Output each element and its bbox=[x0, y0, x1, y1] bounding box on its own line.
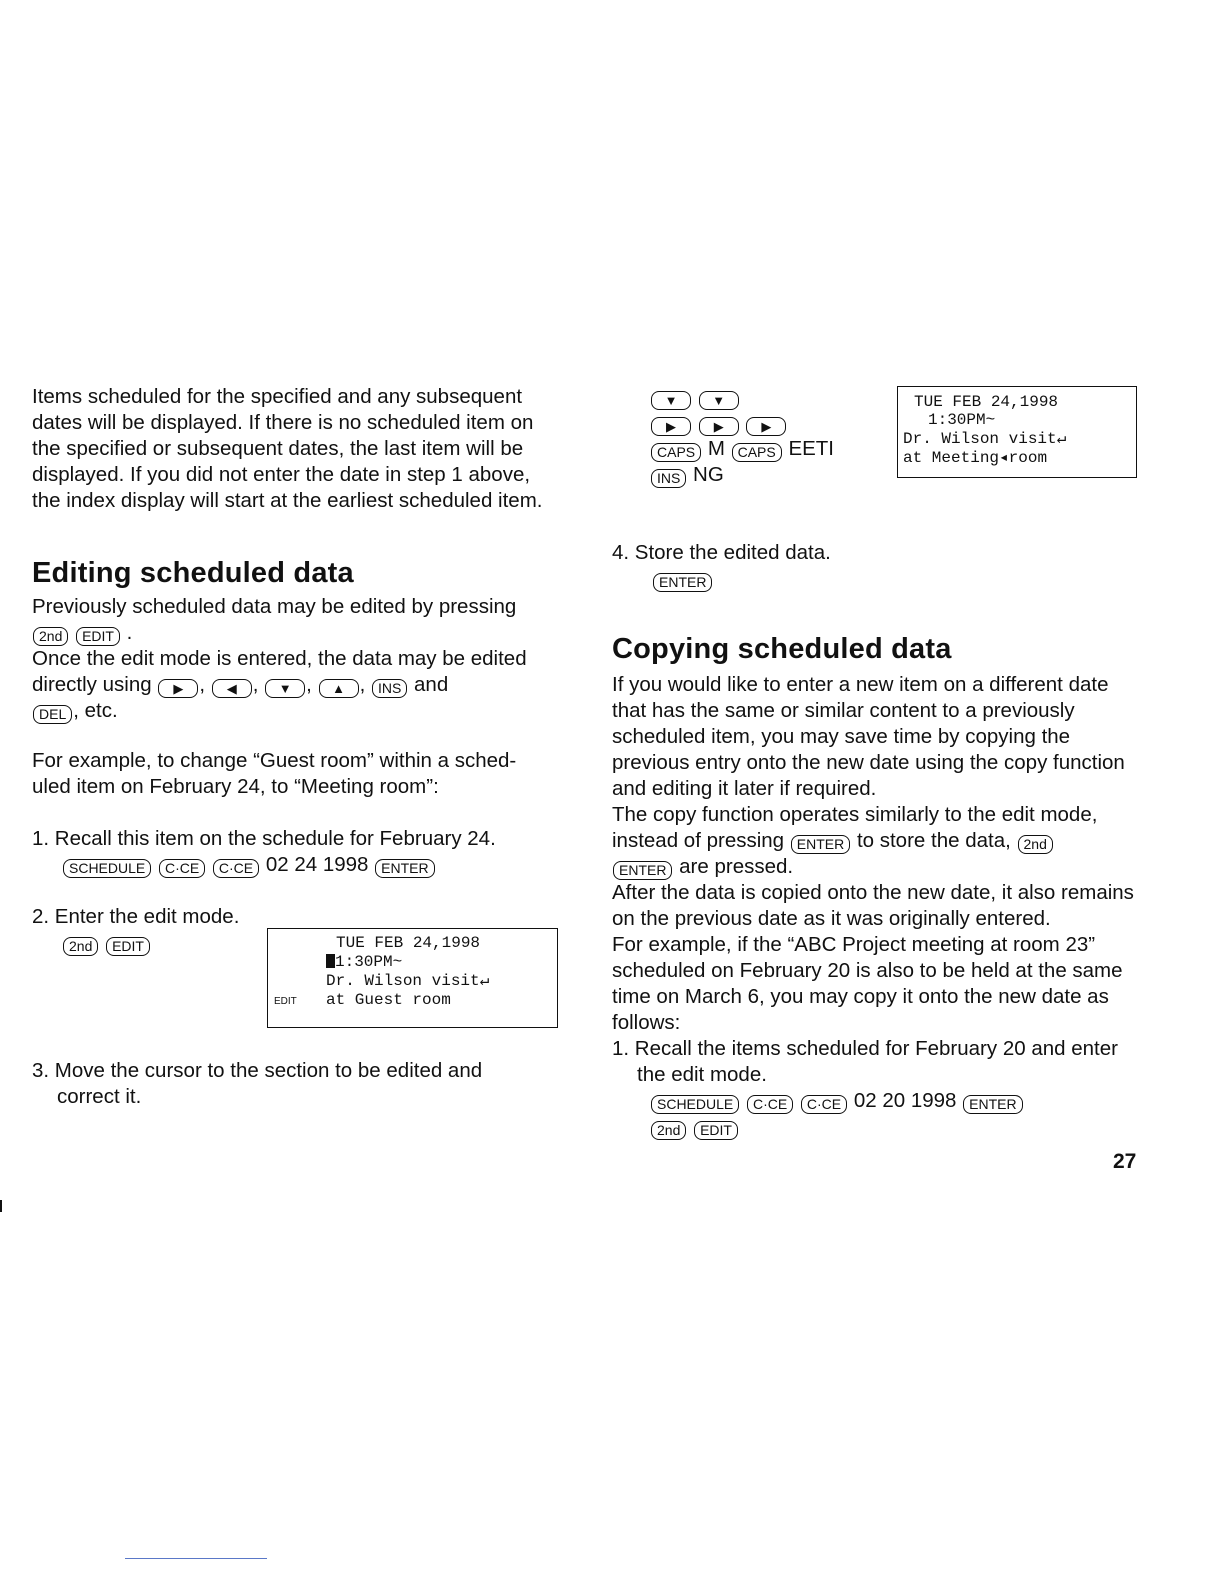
right-step-1-keys-2 bbox=[650, 1114, 739, 1140]
letters-ng: NG bbox=[693, 463, 724, 486]
right-arrow-icon: ▶ bbox=[746, 417, 786, 436]
step-1-digits: 02 24 1998 bbox=[265, 853, 369, 876]
directly-using-text: directly using bbox=[32, 673, 152, 696]
key-ins: INS bbox=[651, 469, 686, 488]
right-step-1-line-1: 1. Recall the items scheduled for February 20 and enter bbox=[612, 1037, 1118, 1060]
edit-para-1 bbox=[32, 594, 516, 620]
right-arrow-icon: ▶ bbox=[158, 679, 198, 698]
edit-para-1-text: Previously scheduled data may be edited by pressing bbox=[32, 595, 517, 618]
left-step-2-keys bbox=[62, 930, 151, 956]
key-cce: C·CE bbox=[213, 859, 259, 878]
key-caps: CAPS bbox=[651, 443, 701, 462]
lcd-screen-edited bbox=[897, 386, 1137, 478]
after-line-1: After the data is copied onto the new date, it also remains bbox=[612, 881, 1134, 904]
up-arrow-icon: ▲ bbox=[319, 679, 359, 698]
key-caps: CAPS bbox=[732, 443, 782, 462]
keys-row-3 bbox=[650, 436, 834, 462]
pressed-text: are pressed. bbox=[679, 855, 794, 878]
right-step-4: 4. Store the edited data. bbox=[612, 541, 831, 564]
right-arrow-icon: ▶ bbox=[699, 417, 739, 436]
keys-row-4 bbox=[650, 462, 724, 488]
lcd-line-2: 1:30PM~ bbox=[928, 411, 996, 429]
lcd-line-4: at Guest room bbox=[326, 991, 451, 1009]
right-step-1-line-2: the edit mode. bbox=[637, 1063, 767, 1086]
down-arrow-icon: ▼ bbox=[699, 391, 739, 410]
key-enter: ENTER bbox=[653, 573, 712, 592]
lcd-line-1: TUE FEB 24,1998 bbox=[336, 934, 481, 952]
lcd-line-1: TUE FEB 24,1998 bbox=[914, 393, 1059, 411]
instead-text: instead of pressing bbox=[612, 829, 785, 852]
key-enter: ENTER bbox=[375, 859, 434, 878]
key-cce: C·CE bbox=[747, 1095, 793, 1114]
left-step-3-line-1: 3. Move the cursor to the section to be edited and bbox=[32, 1059, 483, 1082]
copy-line-3: scheduled item, you may save time by copying the bbox=[612, 725, 1071, 748]
after-line-5: time on March 6, you may copy it onto the new date as bbox=[612, 985, 1109, 1008]
lcd-line-3: Dr. Wilson visit↵ bbox=[903, 430, 1067, 448]
intro-line-2: dates will be displayed. If there is no scheduled item on bbox=[32, 411, 534, 434]
copying-heading: Copying scheduled data bbox=[612, 633, 952, 665]
right-step-4-keys bbox=[652, 566, 713, 592]
intro-line-3: the specified or subsequent dates, the last item will be bbox=[32, 437, 524, 460]
edit-para-2-line-3 bbox=[32, 698, 118, 724]
lcd-line-2-text: 1:30PM~ bbox=[335, 953, 403, 971]
left-step-1: 1. Recall this item on the schedule for February 24. bbox=[32, 827, 496, 850]
right-arrow-icon: ▶ bbox=[651, 417, 691, 436]
copy-line-6: The copy function operates similarly to the edit mode, bbox=[612, 803, 1098, 826]
after-line-4: scheduled on February 20 is also to be held at the same bbox=[612, 959, 1123, 982]
example-line-2: uled item on February 24, to “Meeting room”: bbox=[32, 775, 439, 798]
key-schedule: SCHEDULE bbox=[651, 1095, 739, 1114]
key-2nd: 2nd bbox=[33, 627, 68, 646]
cursor-block-icon bbox=[326, 954, 335, 968]
lcd-screen-edit bbox=[267, 928, 558, 1028]
etc-text: , etc. bbox=[73, 699, 118, 722]
key-2nd: 2nd bbox=[651, 1121, 686, 1140]
left-arrow-icon: ◀ bbox=[212, 679, 252, 698]
edit-mode-indicator: EDIT bbox=[274, 996, 297, 1007]
copy-line-2: that has the same or similar content to a previously bbox=[612, 699, 1075, 722]
key-2nd: 2nd bbox=[63, 937, 98, 956]
intro-line-4: displayed. If you did not enter the date in step 1 above, bbox=[32, 463, 531, 486]
letters-eeti: EETI bbox=[788, 437, 835, 460]
key-enter: ENTER bbox=[613, 861, 672, 880]
after-line-6: follows: bbox=[612, 1011, 681, 1034]
key-enter: ENTER bbox=[791, 835, 850, 854]
page-number: 27 bbox=[1113, 1150, 1137, 1173]
down-arrow-icon: ▼ bbox=[651, 391, 691, 410]
copy-line-4: previous entry onto the new date using the copy function bbox=[612, 751, 1125, 774]
copy-line-8 bbox=[612, 854, 793, 880]
intro-line-5: the index display will start at the earliest scheduled item. bbox=[32, 489, 543, 512]
intro-line-1: Items scheduled for the specified and any subsequent bbox=[32, 385, 523, 408]
letter-m: M bbox=[707, 437, 725, 460]
copy-line-7 bbox=[612, 828, 1054, 854]
key-del: DEL bbox=[33, 705, 72, 724]
lcd-line-4: at Meeting◂room bbox=[903, 449, 1048, 467]
copy-line-5: and editing it later if required. bbox=[612, 777, 877, 800]
lcd-line-2 bbox=[326, 953, 402, 971]
keys-row-2 bbox=[650, 410, 787, 436]
key-cce: C·CE bbox=[159, 859, 205, 878]
key-ins: INS bbox=[372, 679, 407, 698]
example-line-1: For example, to change “Guest room” within a sched- bbox=[32, 749, 517, 772]
key-edit: EDIT bbox=[694, 1121, 738, 1140]
key-cce: C·CE bbox=[801, 1095, 847, 1114]
key-2nd: 2nd bbox=[1018, 835, 1053, 854]
copy-line-1: If you would like to enter a new item on a different date bbox=[612, 673, 1109, 696]
down-arrow-icon: ▼ bbox=[265, 679, 305, 698]
footer-rule bbox=[125, 1558, 267, 1559]
left-step-2: 2. Enter the edit mode. bbox=[32, 905, 240, 928]
key-edit: EDIT bbox=[76, 627, 120, 646]
keys-row-1 bbox=[650, 384, 740, 410]
and-text: and bbox=[414, 673, 449, 696]
after-line-2: on the previous date as it was originally entered. bbox=[612, 907, 1051, 930]
after-line-3: For example, if the “ABC Project meeting at room 23” bbox=[612, 933, 1096, 956]
edit-para-1-keys: 2nd EDIT . bbox=[32, 620, 132, 646]
right-step-1-keys-1 bbox=[650, 1088, 1024, 1114]
edit-para-2-line-2: directly using ▶ , ◀ , ▼ , ▲ , INS and bbox=[32, 673, 449, 696]
editing-heading: Editing scheduled data bbox=[32, 557, 354, 589]
key-edit: EDIT bbox=[106, 937, 150, 956]
left-step-1-keys bbox=[62, 852, 436, 878]
edit-para-2-line-1: Once the edit mode is entered, the data may be edited bbox=[32, 647, 527, 670]
key-enter: ENTER bbox=[963, 1095, 1022, 1114]
store-text: to store the data, bbox=[856, 829, 1011, 852]
margin-mark bbox=[0, 1200, 2, 1212]
lcd-line-3: Dr. Wilson visit↵ bbox=[326, 972, 490, 990]
step-1-digits: 02 20 1998 bbox=[853, 1089, 957, 1112]
key-schedule: SCHEDULE bbox=[63, 859, 151, 878]
left-step-3-line-2: correct it. bbox=[57, 1085, 142, 1108]
